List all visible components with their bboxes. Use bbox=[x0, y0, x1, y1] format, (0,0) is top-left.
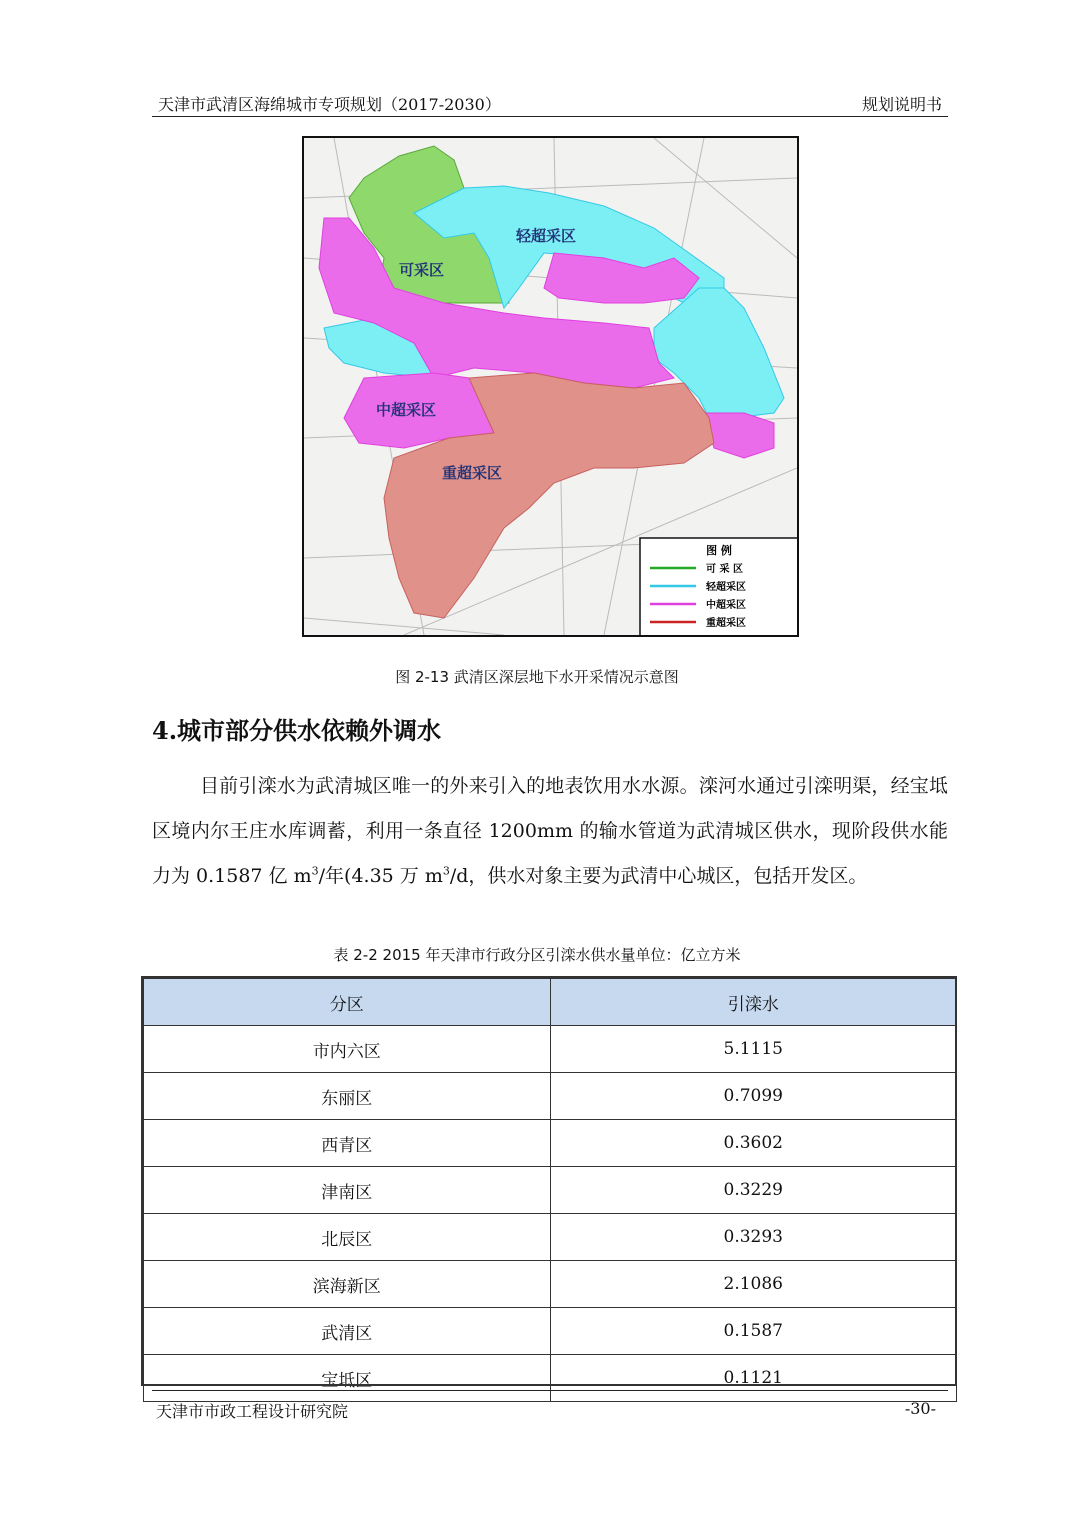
legend-label: 重超采区 bbox=[706, 618, 746, 629]
table-cell-value: 0.3229 bbox=[550, 1167, 957, 1214]
para-sup1: 3 bbox=[311, 864, 319, 878]
map-legend bbox=[640, 538, 797, 635]
footer-org: 天津市市政工程设计研究院 bbox=[156, 1402, 349, 1421]
body-paragraph bbox=[152, 764, 948, 899]
header-title: 天津市武清区海绵城市专项规划（2017-2030） bbox=[158, 95, 501, 114]
zone-ke-label: 可采区 bbox=[399, 261, 445, 279]
legend-label: 轻超采区 bbox=[706, 582, 746, 593]
table-cell-district: 东丽区 bbox=[144, 1073, 551, 1120]
para-part2: /年(4.35 万 m bbox=[318, 865, 443, 887]
para-part1: 目前引滦水为武清城区唯一的外来引入的地表饮用水水源。滦河水通过引滦明渠，经宝坻区境内尔王庄水库调蓄，利用一条直径 1200mm 的输水管道为武清城区供水，现阶段供水能力为 0.1587 亿 m bbox=[152, 775, 948, 887]
table-row bbox=[144, 1167, 957, 1214]
table-row bbox=[144, 1214, 957, 1261]
legend-label: 可 采 区 bbox=[706, 564, 743, 575]
legend-title: 图 例 bbox=[706, 544, 732, 557]
zone-qing-label: 轻超采区 bbox=[516, 227, 577, 245]
para-sup2: 3 bbox=[442, 864, 450, 878]
table-row bbox=[144, 1308, 957, 1355]
section-title: 4.城市部分供水依赖外调水 bbox=[152, 716, 442, 745]
table-cell-district: 宝坻区 bbox=[144, 1355, 551, 1402]
table-cell-value: 5.1115 bbox=[550, 1026, 957, 1073]
table-header-supply: 引滦水 bbox=[550, 979, 957, 1026]
groundwater-map bbox=[302, 136, 799, 637]
table-header-district: 分区 bbox=[144, 979, 551, 1026]
figure-caption: 图 2-13 武清区深层地下水开采情况示意图 bbox=[395, 668, 679, 686]
table-cell-value: 0.3602 bbox=[550, 1120, 957, 1167]
table-row bbox=[144, 1026, 957, 1073]
table-cell-district: 津南区 bbox=[144, 1167, 551, 1214]
zone-zhong-label: 中超采区 bbox=[376, 401, 437, 419]
page-header bbox=[152, 92, 948, 117]
table-caption: 表 2-2 2015 年天津市行政分区引滦水供水量单位：亿立方米 bbox=[333, 946, 741, 964]
table-cell-district: 武清区 bbox=[144, 1308, 551, 1355]
header-doc-type: 规划说明书 bbox=[861, 95, 942, 114]
table-cell-district: 北辰区 bbox=[144, 1214, 551, 1261]
para-part3: /d，供水对象主要为武清中心城区，包括开发区。 bbox=[449, 865, 868, 887]
page-footer bbox=[152, 1390, 948, 1421]
table-cell-value: 0.1121 bbox=[550, 1355, 957, 1402]
table-row bbox=[144, 1073, 957, 1120]
table-cell-value: 0.7099 bbox=[550, 1073, 957, 1120]
zone-zhongchao-label: 重超采区 bbox=[442, 464, 503, 482]
table-cell-value: 0.1587 bbox=[550, 1308, 957, 1355]
table-row bbox=[144, 1261, 957, 1308]
table-cell-district: 西青区 bbox=[144, 1120, 551, 1167]
table-row bbox=[144, 1120, 957, 1167]
legend-label: 中超采区 bbox=[706, 600, 746, 611]
table-cell-value: 2.1086 bbox=[550, 1261, 957, 1308]
supply-table bbox=[143, 978, 957, 1402]
footer-page-number: -30- bbox=[904, 1399, 936, 1418]
table-header-row bbox=[144, 979, 957, 1026]
table-cell-value: 0.3293 bbox=[550, 1214, 957, 1261]
table-cell-district: 滨海新区 bbox=[144, 1261, 551, 1308]
table-cell-district: 市内六区 bbox=[144, 1026, 551, 1073]
map-svg bbox=[304, 138, 797, 635]
